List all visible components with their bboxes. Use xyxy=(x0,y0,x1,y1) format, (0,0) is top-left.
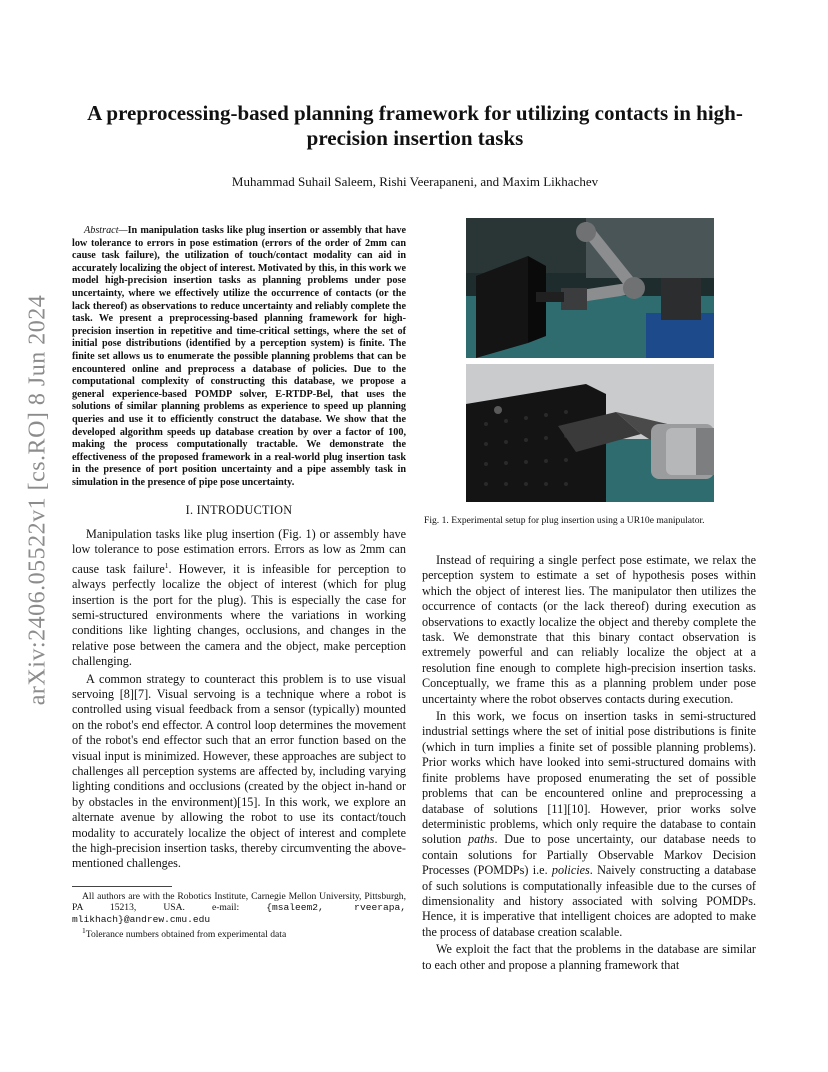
right-p2-text-mid: . Due to pose uncertainty, our database needs to contain solutions for Partially Observable Markov Decision Processes (POMDPs) i.e. xyxy=(422,832,756,878)
figure-photo-plug-closeup xyxy=(466,364,714,502)
right-paragraph-3: We exploit the fact that the problems in the database are similar to each other and propose a planning framework that xyxy=(422,942,756,972)
intro-paragraph-2: A common strategy to counteract this problem is to use visual servoing [8][7]. Visual servoing is a technique where a robot is controlled using visual feedback from a sensor (typically) mounted on the robot's end effector. A control loop determines the movement of the robot's end effector such that an error function based on the visual input is minimized. However, these approaches are subject to challenges all perception systems are affected by, including varying lighting conditions and occlusions (created by the object in-hand or by obstacles in the environment)[15]. In this work, we explore an alternate avenue by allowing the robot to use its contact/touch modality to accurately localize the object of interest and complete the high-precision insertion tasks, thereby circumventing the above-mentioned challenges. xyxy=(72,671,406,871)
intro-p1-text-cont: . However, it is infeasible for perception to always perfectly localize the object of interest (which for plug insertion is the port for the plug). This is especially the case for semi-structured environments where the variations in working conditions like lighting changes, occlusions, and changes in the relative pose between the camera and the object, make perception challenging. xyxy=(72,561,407,669)
footnote-affiliation xyxy=(72,891,406,925)
footnote-ref-1: 1 xyxy=(164,560,169,570)
affiliation-text: All authors are with the Robotics Institute, Carnegie Mellon University, Pittsburgh, PA 15213, USA. e-mail: xyxy=(72,890,406,914)
footnote-divider xyxy=(72,886,172,887)
left-column xyxy=(72,225,406,941)
emphasis-paths: paths xyxy=(468,832,495,847)
arxiv-identifier xyxy=(20,270,56,730)
figure-caption: Fig. 1. Experimental setup for plug insertion using a UR10e manipulator. xyxy=(424,515,705,526)
paper-title: A preprocessing-based planning framework for utilizing contacts in high-precision insertion tasks xyxy=(87,101,743,150)
abstract xyxy=(72,225,406,489)
emphasis-policies: policies xyxy=(551,863,590,878)
author-list: Muhammad Suhail Saleem, Rishi Veerapaneni, and Maxim Likhachev xyxy=(231,174,599,189)
intro-p1-text: Manipulation tasks like plug insertion (Fig. 1) or assembly have low tolerance to pose estimation errors. Errors as low as 2mm can cause task failure xyxy=(72,526,406,576)
right-p2-text-end: . Naively constructing a database of such solutions is computationally infeasible due to the curses of dimensionality and history associated with solving POMDPs. Hence, it is imperative that intelligent choices are adopted to make the process of database creation scalable. xyxy=(422,863,756,939)
figure-photo-robot-arm xyxy=(466,218,714,358)
author-emails: {msaleem2, rveerapa, mlikhach}@andrew.cmu.edu xyxy=(72,902,406,925)
arxiv-identifier-text: arXiv:2406.05522v1 [cs.RO] 8 Jun 2024 xyxy=(24,294,51,706)
right-column xyxy=(422,553,756,975)
section-heading: I. INTRODUCTION xyxy=(185,503,293,518)
footnote-1 xyxy=(72,925,406,941)
right-paragraph-1: Instead of requiring a single perfect pose estimate, we relax the perception system to estimate a set of hypothesis poses within which the object of interest lies. The manipulator then utilizes the occurrence of contacts (or the lack thereof) during execution as observations to exactly localize the object and thereby complete the task. We demonstrate that this binary contact observation is extremely powerful and can reliably localize the object at a resolution fine enough to complete high-precision insertion tasks. Conceptually, we frame this as a planning problem under pose uncertainty where the robot observes contacts during execution. xyxy=(422,553,756,706)
footnote-1-text: Tolerance numbers obtained from experimental data xyxy=(85,929,287,941)
abstract-lead: Abstract— xyxy=(84,225,128,236)
right-p2-text: In this work, we focus on insertion tasks in semi-structured industrial settings where the set of initial pose distributions is finite (which in turn implies a finite set of possible planning problems). Prior works which have looked into semi-structured domains with finite problems have proposed enumerating the set of possible problems that can be encountered online and preprocessing a database of solutions [11][10]. However, prior works solve deterministic problems, which only require the database to contain solution xyxy=(422,709,756,847)
intro-paragraph-1 xyxy=(72,527,406,670)
abstract-text: In manipulation tasks like plug insertion or assembly that have low tolerance to errors in pose estimation (errors of the order of 2mm can cause task failure), the utilization of touch/contact modality can aid in accurately localizing the object of interest. Motivated by this, in this work we model high-precision insertion tasks as planning problems under pose uncertainty, where we effectively utilize the occurrence of contacts (or the lack thereof) as observations to reduce uncertainty and reliably complete the task. We present a preprocessing-based planning framework for high-precision insertion in repetitive and time-critical settings, where the set of initial pose distributions (identified by a perception system) is finite. The finite set allows us to enumerate the possible planning problems that can be encountered online and preprocess a database of policies. Due to the computational complexity of constructing this database, we propose a general experience-based POMDP solver, E-RTDP-Bel, that uses the solutions of similar planning problems as experience to speed up planning queries and use it to efficiently construct the database. We show that the developed algorithm speeds up database creation by over a factor of 100, making the process computationally tractable. We demonstrate the effectiveness of the proposed framework in a real-world plug insertion task in the presence of port position uncertainty and a pipe assembly task in simulation in the presence of pipe pose uncertainty. xyxy=(72,225,406,488)
footnote-1-mark: 1 xyxy=(82,926,86,936)
right-paragraph-2 xyxy=(422,709,756,940)
